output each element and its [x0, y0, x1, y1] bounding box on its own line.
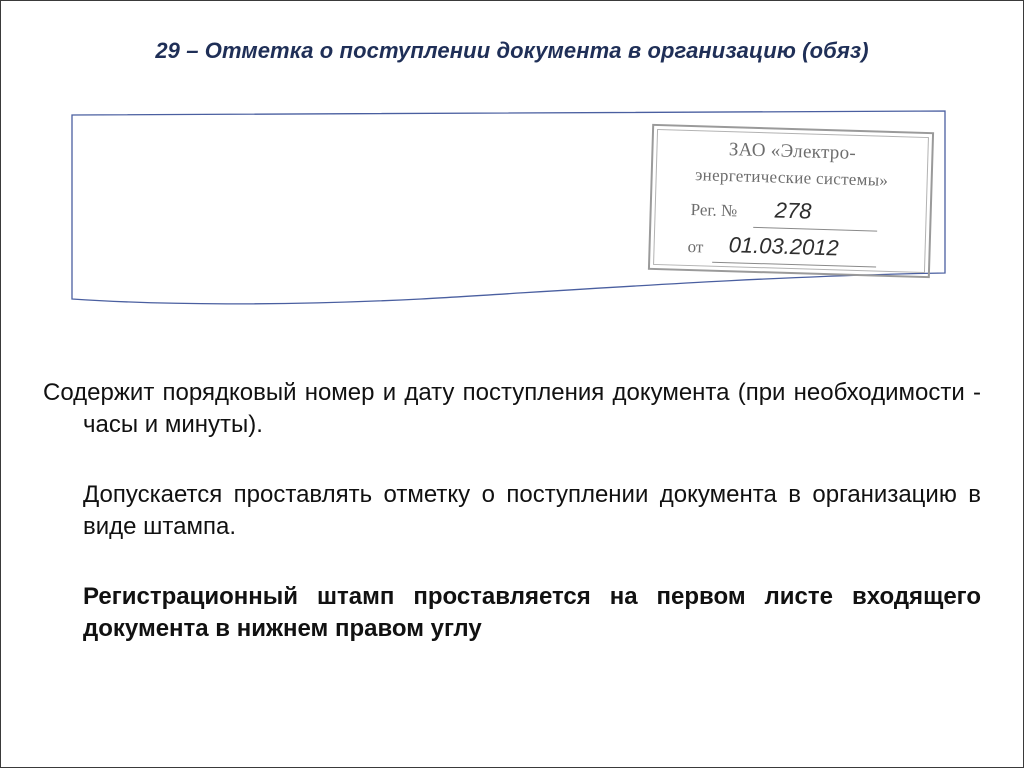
registration-stamp — [648, 124, 934, 278]
stamp-reg-number: 278 — [774, 197, 812, 224]
stamp-reg-label: Рег. № — [690, 200, 738, 221]
stamp-date-value: 01.03.2012 — [728, 232, 840, 261]
body-paragraph-2: Допускается проставлять отметку о поступлении документа в организацию в виде штампа. — [83, 481, 981, 540]
stamp-date-label: от — [687, 236, 704, 257]
body-paragraph-3: Регистрационный штамп проставляется на первом листе входящего документа в нижнем правом углу — [83, 583, 981, 642]
stamp-organization-line-2: энергетические системы» — [694, 165, 889, 190]
slide-title: 29 – Отметка о поступлении документа в организацию (обяз) — [155, 38, 869, 63]
body-paragraph-1: Содержит порядковый номер и дату поступления документа (при необходимости - часы и минуты). — [43, 379, 981, 438]
stamp-organization-line-1: ЗАО «Электро- — [728, 139, 857, 164]
